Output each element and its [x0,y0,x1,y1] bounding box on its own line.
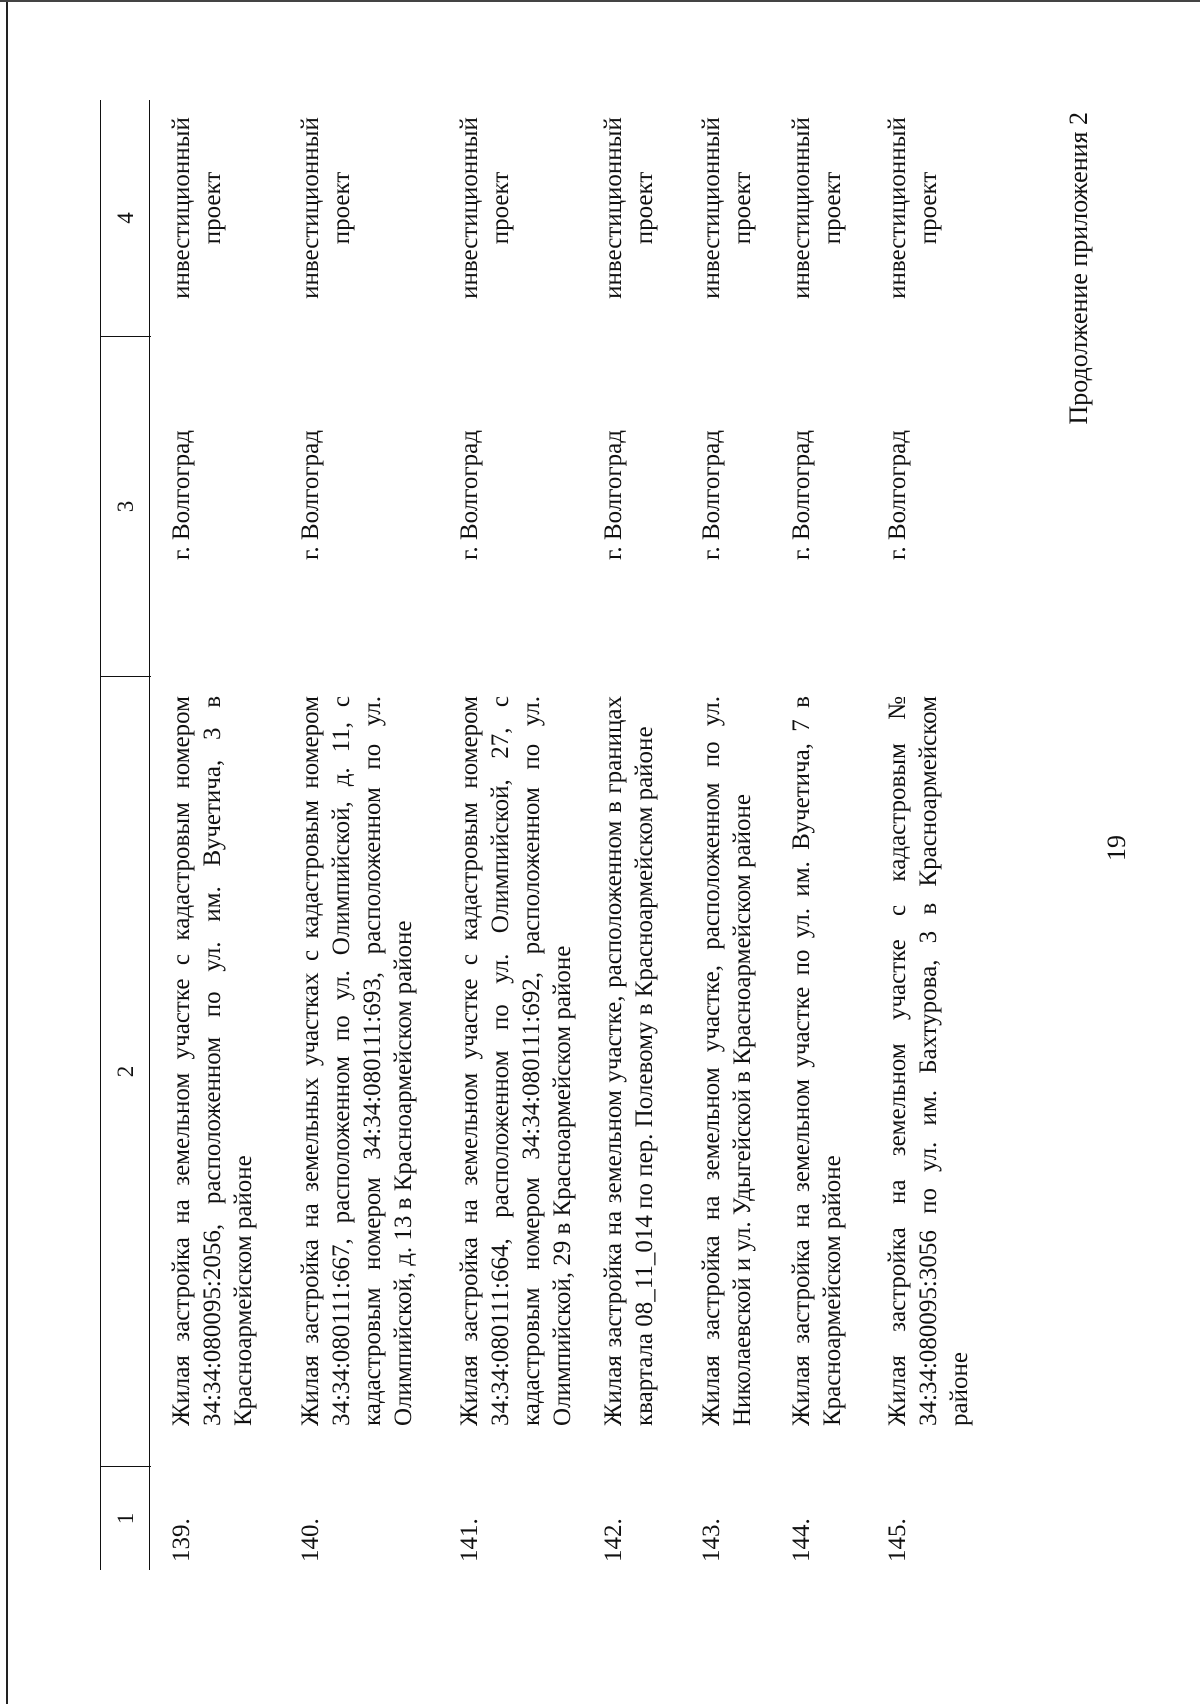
row-number: 143. [698,1518,725,1562]
table-row [690,100,780,1570]
row-type: инвестиционный проект [168,117,226,299]
row-location: г. Волгоград [698,430,725,560]
continuation-title: Продолжение приложения 2 [1064,112,1093,425]
row-location: г. Волгоград [788,430,815,560]
row-description: Жилая застройка на земельном участке по ул. им. Вучетича, 7 в Красноармейском районе [788,696,846,1426]
row-number: 139. [168,1518,195,1562]
table-row [592,100,690,1570]
row-type: инвестиционный проект [456,117,514,299]
row-number: 140. [297,1518,324,1562]
row-number: 141. [456,1518,483,1562]
row-location: г. Волгоград [297,430,324,560]
header-col-3: 3 [101,336,151,676]
row-location: г. Волгоград [168,430,195,560]
header-col-4: 4 [113,212,138,224]
row-location: г. Волгоград [456,430,483,560]
page-number: 19 [1102,835,1131,861]
row-number: 145. [884,1518,911,1562]
row-description: Жилая застройка на земельном участке с кадастровым № 34:34:080095:3056 по ул. им. Бахтурова, 3 в Красноармейском районе [884,696,973,1426]
table-body [150,100,996,1570]
row-type: инвестиционный проект [600,117,658,299]
row-description: Жилая застройка на земельном участке с кадастровым номером 34:34:080111:664, расположенном по ул. Олимпийской, 27, с кадастровым номером 34:34:080111:692, расположенном по ул. Олимпийской, 29 в Красноармейском районе [456,696,576,1426]
table-row [780,100,876,1570]
appendix-table [100,100,1055,1570]
row-type: инвестиционный проект [884,117,942,299]
row-location: г. Волгоград [884,430,911,560]
row-number: 142. [600,1518,627,1562]
row-description: Жилая застройка на земельных участках с кадастровым номером 34:34:080111:667, расположенном по ул. Олимпийской, д. 11, с кадастровым номером 34:34:080111:693, расположенном по ул. Олимпийской, д. 13 в Красноармейском районе [297,696,417,1426]
table-row [876,100,996,1570]
table-row [150,100,279,1570]
table-row [279,100,442,1570]
row-number: 144. [788,1518,815,1562]
header-col-2: 2 [101,676,151,1466]
row-type: инвестиционный проект [698,117,756,299]
row-description: Жилая застройка на земельном участке, расположенном в границах квартала 08_11_014 по пер. Полевому в Красноармейском районе [600,696,658,1426]
table-header [100,100,150,1570]
row-description: Жилая застройка на земельном участке, расположенном по ул. Николаевской и ул. Удыгейской в Красноармейском районе [698,696,756,1426]
header-col-1: 1 [101,1466,151,1570]
table-row [442,100,592,1570]
row-type: инвестиционный проект [788,117,846,299]
row-description: Жилая застройка на земельном участке с кадастровым номером 34:34:080095:2056, расположенном по ул. им. Вучетича, 3 в Красноармейском районе [168,696,257,1426]
row-location: г. Волгоград [600,430,627,560]
row-type: инвестиционный проект [297,117,355,299]
